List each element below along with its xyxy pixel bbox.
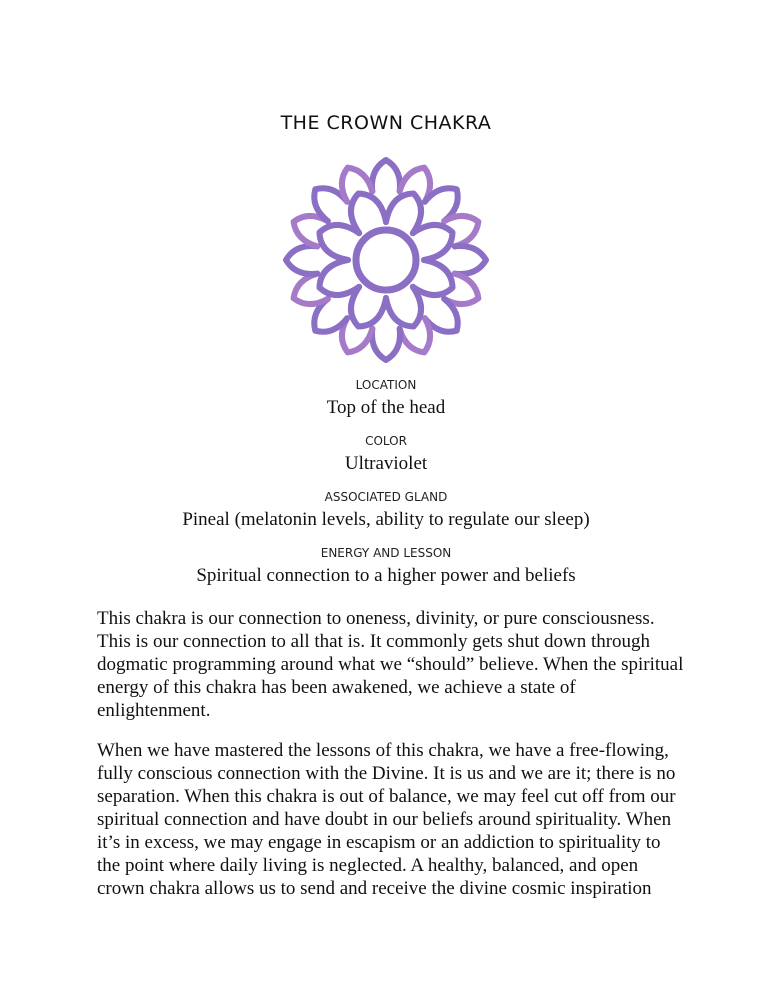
location-value: Top of the head <box>326 397 446 418</box>
body-paragraph-2: When we have mastered the lessons of this chakra, we have a free-flowing, fully conscious connection with the Divine. It is us and we are it; there is no separation. When this chakra is out of balance, we may feel cut off from our spiritual connection and have doubt in our beliefs around spirituality. When it’s in excess, we may engage in escapism or an addiction to spirituality to the point where daily living is neglected. A healthy, balanced, and open crown chakra allows us to send and receive the divine cosmic inspiration <box>97 740 676 899</box>
color-label: COLOR <box>365 434 407 448</box>
body-paragraph-1: This chakra is our connection to oneness, divinity, or pure consciousness. This is our connection to all that is. It commonly gets shut down through dogmatic programming around what we “should” believe. When the spiritual energy of this chakra has been awakened, we achieve a state of enlightenment. <box>97 608 684 721</box>
page-title: THE CROWN CHAKRA <box>280 112 492 134</box>
gland-label: ASSOCIATED GLAND <box>324 490 448 504</box>
outer-petal <box>372 329 400 360</box>
outer-petal <box>286 246 317 274</box>
inner-petal-ring <box>319 193 452 326</box>
color-value: Ultraviolet <box>344 453 428 474</box>
outer-petal <box>455 246 486 274</box>
gland-value: Pineal (melatonin levels, ability to regulate our sleep) <box>182 509 590 530</box>
crown-chakra-symbol <box>282 156 490 364</box>
location-label: LOCATION <box>355 378 417 392</box>
energy-lesson-label: ENERGY AND LESSON <box>320 546 452 560</box>
outer-petal-ring <box>286 160 486 360</box>
outer-petal <box>372 160 400 191</box>
center-circle <box>356 230 416 290</box>
energy-lesson-value: Spiritual connection to a higher power and beliefs <box>196 565 576 586</box>
